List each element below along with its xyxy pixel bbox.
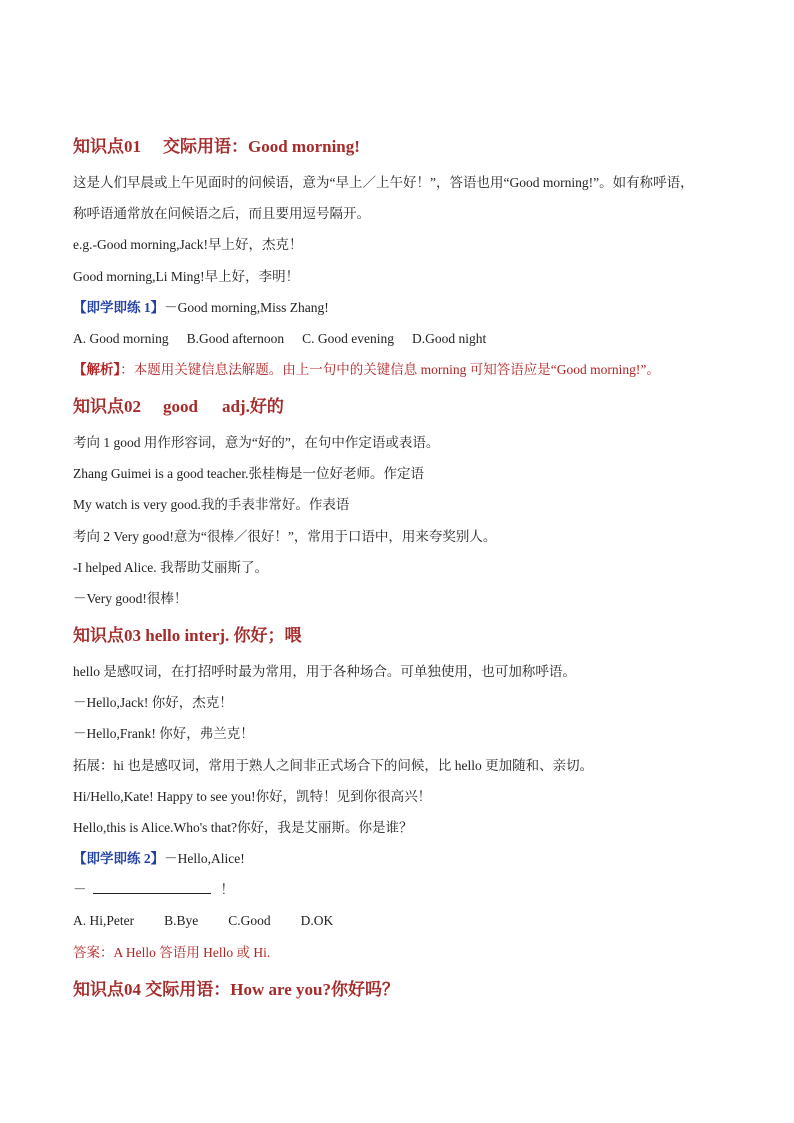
section-heading-1 (73, 136, 360, 158)
answer-blank (93, 881, 211, 894)
analysis-tag: 【解析】 (73, 362, 121, 377)
option-d: D.OK (300, 913, 334, 928)
section-heading-3: 知识点03 hello interj. 你好；喂 (73, 626, 302, 645)
section-word: good (163, 397, 198, 416)
practice-text: －Hello,Alice! (164, 851, 245, 866)
example-line: -I helped Alice. 我帮助艾丽斯了。 (73, 560, 268, 575)
option-b: B.Bye (164, 913, 199, 928)
practice-text: －Good morning,Miss Zhang! (164, 300, 329, 315)
paragraph-line: 考向 1 good 用作形容词，意为“好的”，在句中作定语或表语。 (73, 435, 440, 450)
option-c: C.Good (228, 913, 271, 928)
example-line: －Hello,Jack! 你好，杰克！ (73, 695, 233, 710)
analysis-line (73, 361, 660, 379)
section-title: 交际用语：Good morning! (163, 137, 360, 156)
example-line: －Hello,Frank! 你好，弗兰克！ (73, 726, 254, 741)
section-number: 知识点02 (73, 397, 141, 416)
example-line: Good morning,Li Ming!早上好，李明！ (73, 269, 300, 284)
example-line: Hi/Hello,Kate! Happy to see you!你好，凯特！见到你很高兴！ (73, 789, 432, 804)
example-line: My watch is very good.我的手表非常好。作表语 (73, 497, 350, 512)
paragraph-line: 这是人们早晨或上午见面时的问候语，意为“早上／上午好！”，答语也用“Good morning!”。如有称呼语， (73, 175, 694, 190)
answer-line: 答案：A Hello 答语用 Hello 或 Hi. (73, 945, 271, 960)
option-a: A. Good morning (73, 331, 169, 346)
practice-options-1 (73, 330, 504, 348)
paragraph-line: 拓展：hi 也是感叹词，常用于熟人之间非正式场合下的问候，比 hello 更加随和、亲切。 (73, 758, 594, 773)
section-pos: adj.好的 (221, 397, 284, 416)
section-heading-2 (73, 396, 284, 418)
practice-tag: 【即学即练 1】 (73, 300, 165, 315)
option-c: C. Good evening (302, 331, 394, 346)
example-line: Hello,this is Alice.Who's that?你好，我是艾丽斯。你是谁？ (73, 820, 413, 835)
example-line: －Very good!很棒！ (73, 591, 188, 606)
option-b: B.Good afternoon (186, 331, 285, 346)
answer-blank-line (73, 881, 234, 899)
practice-question-2 (73, 850, 245, 868)
example-line: Zhang Guimei is a good teacher.张桂梅是一位好老师。作定语 (73, 466, 424, 481)
paragraph-line: 称呼语通常放在问候语之后，而且要用逗号隔开。 (73, 206, 370, 221)
paragraph-line: 考向 2 Very good!意为“很棒／很好！”，常用于口语中，用来夸奖别人。 (73, 529, 497, 544)
option-d: D.Good night (411, 331, 487, 346)
paragraph-line: hello 是感叹词，在打招呼时最为常用，用于各种场合。可单独使用，也可加称呼语。 (73, 664, 576, 679)
dash: － (73, 882, 87, 897)
practice-question-1 (73, 299, 329, 317)
example-line: e.g.-Good morning,Jack!早上好，杰克！ (73, 237, 303, 252)
section-number: 知识点01 (73, 137, 141, 156)
practice-options-2 (73, 912, 351, 930)
practice-tag: 【即学即练 2】 (73, 851, 165, 866)
analysis-text: ：本题用关键信息法解题。由上一句中的关键信息 morning 可知答语应是“Good morning!”。 (120, 362, 660, 377)
exclamation: ！ (220, 882, 234, 897)
option-a: A. Hi,Peter (73, 913, 135, 928)
section-heading-4: 知识点04 交际用语：How are you?你好吗？ (73, 980, 399, 999)
